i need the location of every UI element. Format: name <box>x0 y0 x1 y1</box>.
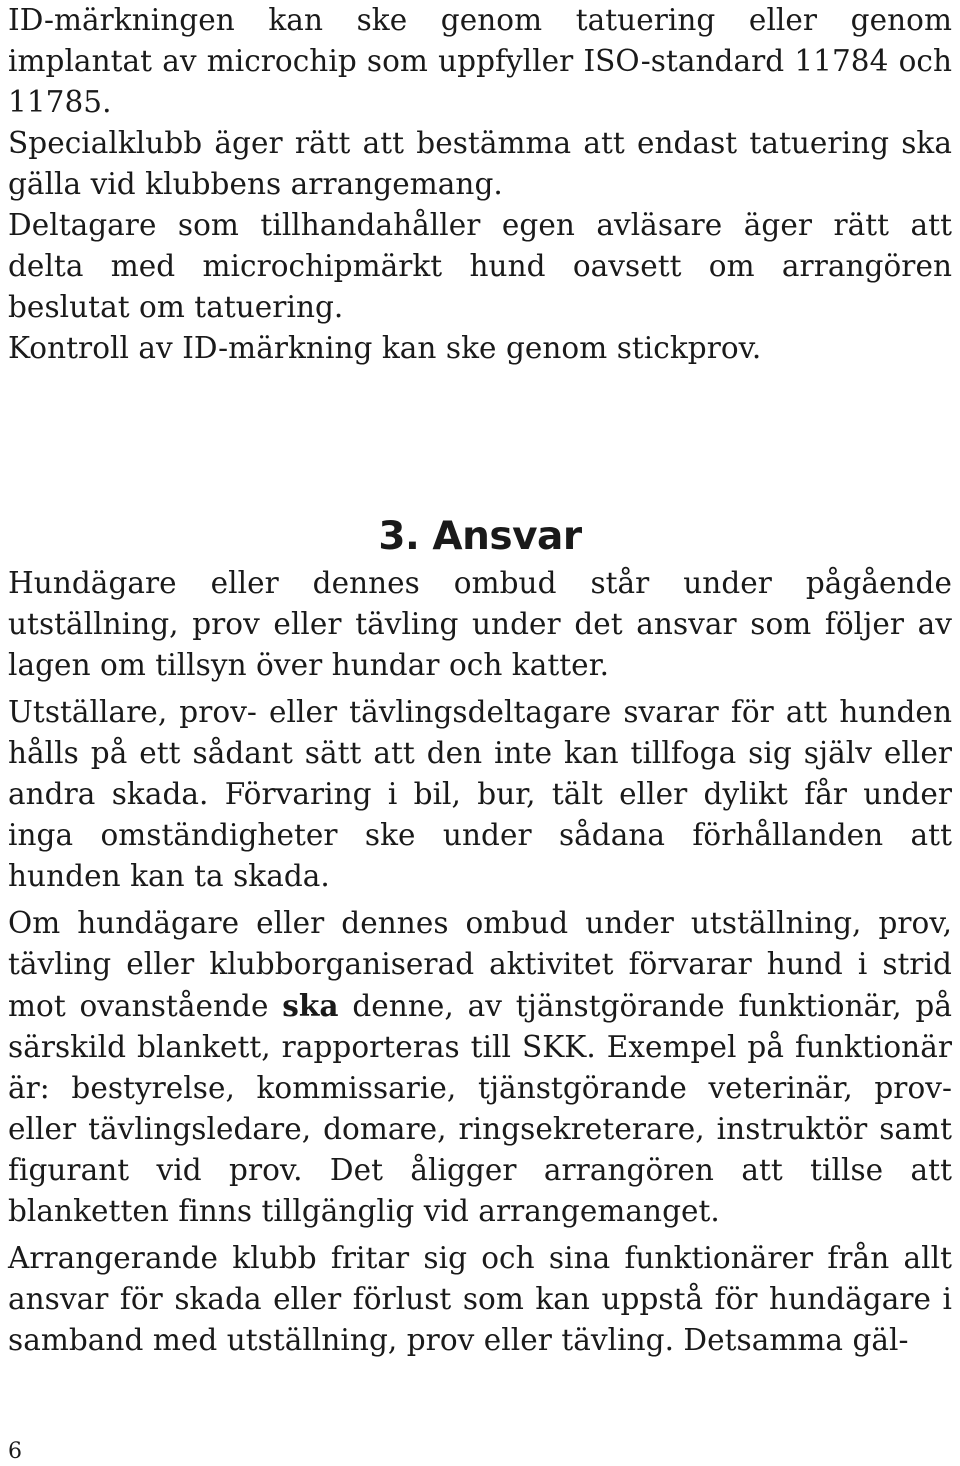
paragraph-om-hundagare-part1: Om hundägare eller dennes ombud under utställning, prov, tävling eller klubborganiserad aktivitet förvarar hund i strid mot ovanstående <box>8 906 952 1023</box>
paragraph-hundagare: Hundägare eller dennes ombud står under pågående utställning, prov eller tävling under det ansvar som följer av lagen om tillsyn över hundar och katter. <box>8 566 952 682</box>
paragraph-om-hundagare <box>8 903 952 1232</box>
emphasis-ska: ska <box>282 988 339 1023</box>
page-number: 6 <box>8 1439 22 1464</box>
id-marking-rules <box>8 0 952 369</box>
section-ansvar <box>8 513 952 1361</box>
paragraph-kontroll: Kontroll av ID-märkning kan ske genom stickprov. <box>8 331 762 365</box>
paragraph-utstallare: Utställare, prov- eller tävlingsdeltagare svarar för att hunden hålls på ett sådant sätt att den inte kan tillfoga sig själv eller andra skada. Förvaring i bil, bur, tält eller dylikt får under inga omständigheter ske under sådana förhållanden att hunden kan ta skada. <box>8 695 952 893</box>
paragraph-om-hundagare-part2: denne, av tjänstgörande funktionär, på särskild blankett, rapporteras till SKK. Exempel på funktionär är: bestyrelse, kommissarie, tjänstgörande veterinär, prov- eller tävlingsledare, domare, ringsekreterare, instruktör samt figurant vid prov. Det åligger arrangören att tillse att blanketten finns tillgänglig vid arrangemanget. <box>8 989 952 1228</box>
paragraph-deltagare: Deltagare som tillhandahåller egen avläsare äger rätt att delta med microchipmärkt hund oavsett om arrangören beslutat om tatuering. <box>8 208 952 324</box>
paragraph-specialklubb: Specialklubb äger rätt att bestämma att endast tatuering ska gälla vid klubbens arrangemang. <box>8 126 952 201</box>
paragraph-id-marking: ID-märkningen kan ske genom tatuering eller genom implantat av microchip som uppfyller ISO-standard 11784 och 11785. <box>8 3 952 119</box>
section-heading: 3. Ansvar <box>378 514 582 559</box>
document-page <box>8 0 952 1367</box>
paragraph-arrangerande-klubb: Arrangerande klubb fritar sig och sina funktionärer från allt ansvar för skada eller förlust som kan uppstå för hundägare i samband med utställning, prov eller tävling. Detsamma gäl- <box>8 1241 952 1357</box>
